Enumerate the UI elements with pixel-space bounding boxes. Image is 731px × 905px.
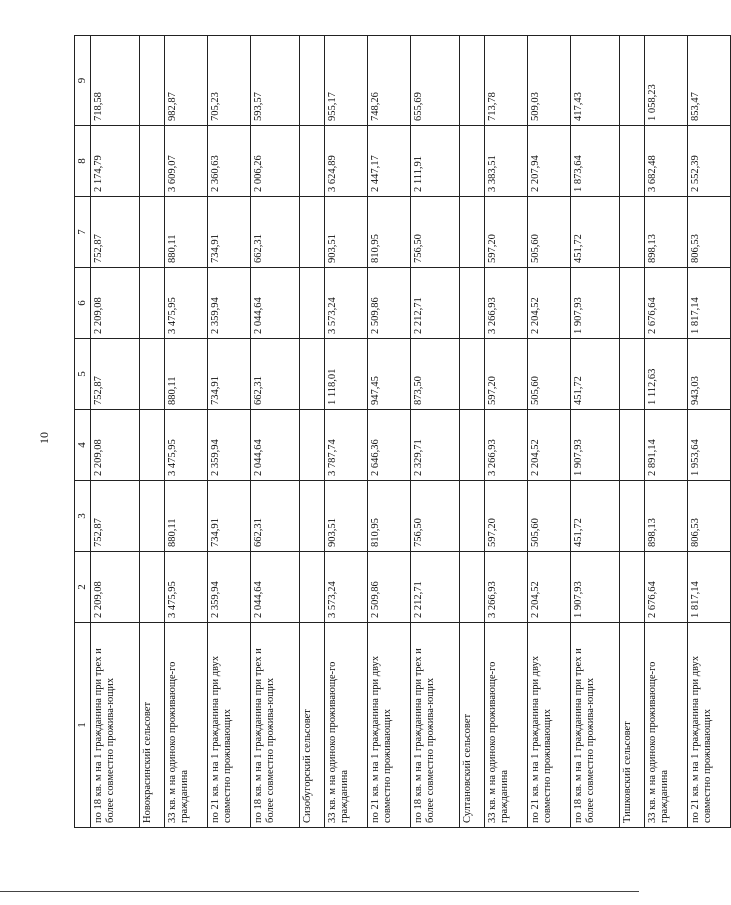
norm-description-cell: 33 кв. м на одиноко проживающе-го гражданина — [484, 623, 527, 828]
value-cell: 853,47 — [687, 36, 730, 126]
empty-cell — [459, 36, 484, 126]
empty-cell — [459, 197, 484, 268]
value-cell: 505,60 — [527, 339, 570, 410]
page-number: 10 — [37, 432, 51, 444]
norm-description-cell: по 21 кв. м на 1 гражданина при двух совместно проживающих — [207, 623, 250, 828]
empty-cell — [299, 552, 324, 623]
empty-cell — [139, 197, 164, 268]
value-cell: 713,78 — [484, 36, 527, 126]
value-cell: 752,87 — [90, 197, 139, 268]
empty-cell — [619, 268, 644, 339]
value-cell: 2 209,08 — [90, 552, 139, 623]
section-row — [139, 36, 164, 828]
value-cell: 2 204,52 — [527, 410, 570, 481]
column-number: 4 — [75, 410, 91, 481]
value-cell: 1 907,93 — [570, 552, 619, 623]
value-cell: 1 817,14 — [687, 552, 730, 623]
empty-cell — [619, 481, 644, 552]
column-number: 3 — [75, 481, 91, 552]
table-row — [410, 36, 459, 828]
value-cell: 662,31 — [250, 339, 299, 410]
value-cell: 3 475,95 — [164, 410, 207, 481]
section-row — [619, 36, 644, 828]
table-row — [484, 36, 527, 828]
column-number: 7 — [75, 197, 91, 268]
empty-cell — [139, 126, 164, 197]
empty-cell — [299, 339, 324, 410]
value-cell: 810,95 — [367, 197, 410, 268]
value-cell: 2 359,94 — [207, 552, 250, 623]
empty-cell — [299, 410, 324, 481]
value-cell: 3 475,95 — [164, 268, 207, 339]
column-number: 6 — [75, 268, 91, 339]
norm-description-cell: по 21 кв. м на 1 гражданина при двух совместно проживающих — [367, 623, 410, 828]
value-cell: 1 907,93 — [570, 268, 619, 339]
empty-cell — [139, 339, 164, 410]
empty-cell — [139, 36, 164, 126]
norm-description-cell: по 18 кв. м на 1 гражданина при трех и более совместно прожива-ющих — [410, 623, 459, 828]
value-cell: 2 006,26 — [250, 126, 299, 197]
empty-cell — [459, 410, 484, 481]
value-cell: 2 044,64 — [250, 552, 299, 623]
empty-cell — [459, 126, 484, 197]
value-cell: 2 646,36 — [367, 410, 410, 481]
value-cell: 2 359,94 — [207, 268, 250, 339]
value-cell: 734,91 — [207, 481, 250, 552]
norm-description-cell: по 21 кв. м на 1 гражданина при двух совместно проживающих — [687, 623, 730, 828]
value-cell: 3 787,74 — [324, 410, 367, 481]
value-cell: 903,51 — [324, 481, 367, 552]
table-row — [90, 36, 139, 828]
value-cell: 2 552,39 — [687, 126, 730, 197]
value-cell: 597,20 — [484, 481, 527, 552]
value-cell: 718,58 — [90, 36, 139, 126]
norm-description-cell: по 21 кв. м на 1 гражданина при двух совместно проживающих — [527, 623, 570, 828]
value-cell: 955,17 — [324, 36, 367, 126]
value-cell: 1 873,64 — [570, 126, 619, 197]
value-cell: 2 207,94 — [527, 126, 570, 197]
value-cell: 3 573,24 — [324, 268, 367, 339]
value-cell: 982,87 — [164, 36, 207, 126]
value-cell: 2 212,71 — [410, 268, 459, 339]
value-cell: 748,26 — [367, 36, 410, 126]
value-cell: 2 509,86 — [367, 268, 410, 339]
value-cell: 3 573,24 — [324, 552, 367, 623]
value-cell: 3 266,93 — [484, 410, 527, 481]
empty-cell — [459, 268, 484, 339]
value-cell: 3 266,93 — [484, 552, 527, 623]
rotated-table-container — [74, 36, 714, 828]
value-cell: 705,23 — [207, 36, 250, 126]
value-cell: 2 360,63 — [207, 126, 250, 197]
empty-cell — [139, 481, 164, 552]
column-number: 9 — [75, 36, 91, 126]
value-cell: 2 044,64 — [250, 410, 299, 481]
norm-description-cell: по 18 кв. м на 1 гражданина при трех и более совместно прожива-ющих — [90, 623, 139, 828]
table-row — [250, 36, 299, 828]
section-row — [459, 36, 484, 828]
empty-cell — [619, 36, 644, 126]
table-header-row — [75, 36, 91, 828]
column-number: 1 — [75, 623, 91, 828]
value-cell: 2 209,08 — [90, 268, 139, 339]
value-cell: 505,60 — [527, 481, 570, 552]
column-number: 2 — [75, 552, 91, 623]
value-cell: 3 682,48 — [644, 126, 687, 197]
norm-description-cell: по 18 кв. м на 1 гражданина при трех и более совместно прожива-ющих — [570, 623, 619, 828]
table-row — [324, 36, 367, 828]
value-cell: 873,50 — [410, 339, 459, 410]
value-cell: 880,11 — [164, 339, 207, 410]
value-cell: 810,95 — [367, 481, 410, 552]
section-title: Новокрасинский сельсовет — [139, 623, 164, 828]
value-cell: 451,72 — [570, 481, 619, 552]
table-row — [570, 36, 619, 828]
value-cell: 1 112,63 — [644, 339, 687, 410]
value-cell: 756,50 — [410, 197, 459, 268]
value-cell: 2 212,71 — [410, 552, 459, 623]
bottom-divider — [0, 891, 639, 892]
value-cell: 2 676,64 — [644, 268, 687, 339]
value-cell: 1 817,14 — [687, 268, 730, 339]
empty-cell — [619, 552, 644, 623]
value-cell: 662,31 — [250, 481, 299, 552]
empty-cell — [459, 481, 484, 552]
value-cell: 1 907,93 — [570, 410, 619, 481]
empty-cell — [299, 481, 324, 552]
value-cell: 898,13 — [644, 197, 687, 268]
value-cell: 1 058,23 — [644, 36, 687, 126]
value-cell: 1 953,64 — [687, 410, 730, 481]
value-cell: 417,43 — [570, 36, 619, 126]
value-cell: 2 676,64 — [644, 552, 687, 623]
value-cell: 756,50 — [410, 481, 459, 552]
empty-cell — [619, 410, 644, 481]
value-cell: 752,87 — [90, 339, 139, 410]
empty-cell — [299, 197, 324, 268]
norm-description-cell: 33 кв. м на одиноко проживающе-го гражданина — [644, 623, 687, 828]
empty-cell — [139, 268, 164, 339]
table-row — [644, 36, 687, 828]
value-cell: 2 044,64 — [250, 268, 299, 339]
value-cell: 903,51 — [324, 197, 367, 268]
value-cell: 734,91 — [207, 339, 250, 410]
empty-cell — [459, 552, 484, 623]
value-cell: 1 118,01 — [324, 339, 367, 410]
norm-description-cell: 33 кв. м на одиноко проживающе-го гражданина — [164, 623, 207, 828]
value-cell: 509,03 — [527, 36, 570, 126]
value-cell: 3 475,95 — [164, 552, 207, 623]
table-row — [527, 36, 570, 828]
norm-description-cell: по 18 кв. м на 1 гражданина при трех и более совместно прожива-ющих — [250, 623, 299, 828]
value-cell: 597,20 — [484, 339, 527, 410]
value-cell: 2 111,91 — [410, 126, 459, 197]
empty-cell — [299, 126, 324, 197]
norm-description-cell: 33 кв. м на одиноко проживающе-го гражданина — [324, 623, 367, 828]
empty-cell — [619, 126, 644, 197]
value-cell: 2 204,52 — [527, 268, 570, 339]
value-cell: 947,45 — [367, 339, 410, 410]
column-number: 5 — [75, 339, 91, 410]
empty-cell — [619, 197, 644, 268]
value-cell: 597,20 — [484, 197, 527, 268]
value-cell: 898,13 — [644, 481, 687, 552]
section-title: Султановский сельсовет — [459, 623, 484, 828]
empty-cell — [619, 339, 644, 410]
value-cell: 806,53 — [687, 197, 730, 268]
tariff-table — [74, 35, 731, 828]
section-title: Сизобугорский сельсовет — [299, 623, 324, 828]
value-cell: 655,69 — [410, 36, 459, 126]
value-cell: 451,72 — [570, 339, 619, 410]
table-row — [687, 36, 730, 828]
column-number: 8 — [75, 126, 91, 197]
value-cell: 880,11 — [164, 197, 207, 268]
value-cell: 593,57 — [250, 36, 299, 126]
value-cell: 2 509,86 — [367, 552, 410, 623]
section-row — [299, 36, 324, 828]
value-cell: 943,03 — [687, 339, 730, 410]
value-cell: 505,60 — [527, 197, 570, 268]
value-cell: 3 609,07 — [164, 126, 207, 197]
section-title: Тишковский сельсовет — [619, 623, 644, 828]
value-cell: 662,31 — [250, 197, 299, 268]
value-cell: 2 891,14 — [644, 410, 687, 481]
value-cell: 2 447,17 — [367, 126, 410, 197]
table-row — [164, 36, 207, 828]
value-cell: 2 329,71 — [410, 410, 459, 481]
value-cell: 806,53 — [687, 481, 730, 552]
value-cell: 2 204,52 — [527, 552, 570, 623]
value-cell: 752,87 — [90, 481, 139, 552]
empty-cell — [299, 36, 324, 126]
empty-cell — [139, 410, 164, 481]
empty-cell — [299, 268, 324, 339]
value-cell: 2 174,79 — [90, 126, 139, 197]
table-row — [367, 36, 410, 828]
value-cell: 451,72 — [570, 197, 619, 268]
value-cell: 2 209,08 — [90, 410, 139, 481]
value-cell: 734,91 — [207, 197, 250, 268]
value-cell: 880,11 — [164, 481, 207, 552]
empty-cell — [139, 552, 164, 623]
value-cell: 2 359,94 — [207, 410, 250, 481]
value-cell: 3 624,89 — [324, 126, 367, 197]
empty-cell — [459, 339, 484, 410]
value-cell: 3 383,51 — [484, 126, 527, 197]
value-cell: 3 266,93 — [484, 268, 527, 339]
table-row — [207, 36, 250, 828]
